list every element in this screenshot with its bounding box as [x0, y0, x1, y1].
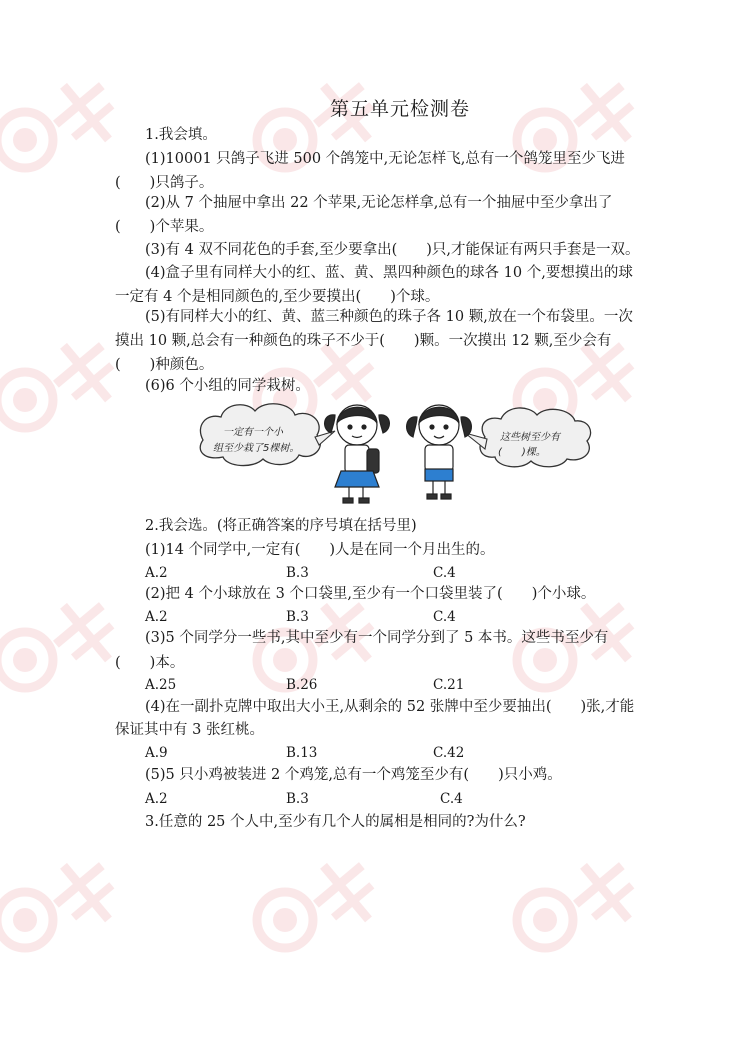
q1-4-line2: 一定有 4 个是相同颜色的,至少要摸出( )个球。 — [115, 289, 440, 305]
q2-5: (5)5 只小鸡被装进 2 个鸡笼,总有一个鸡笼至少有( )只小鸡。 — [145, 767, 562, 783]
q2-4-option-b: B.13 — [286, 745, 318, 761]
q1-5-line2: 摸出 10 颗,总会有一种颜色的珠子不少于( )颗。一次摸出 12 颗,至少会有 — [115, 333, 612, 349]
q1-1-line1: (1)10001 只鸽子飞进 500 个鸽笼中,无论怎样飞,总有一个鸽笼里至少飞进 — [145, 151, 625, 167]
q2-3-line1: (3)5 个同学分一些书,其中至少有一个同学分到了 5 本书。这些书至少有 — [145, 630, 609, 646]
left-bubble-line1: 一定有一个小 — [223, 427, 283, 438]
watermark-logo — [510, 60, 660, 190]
q2-3-line2: ( )本。 — [115, 655, 185, 671]
left-bubble-line2: 组至少栽了5棵树。 — [213, 443, 300, 454]
q1-5-line3: ( )种颜色。 — [115, 357, 214, 373]
q2-1-option-b: B.3 — [286, 565, 309, 581]
right-bubble-line1: 这些树至少有 — [500, 432, 560, 443]
watermark-logo — [0, 60, 140, 190]
watermark-logo — [0, 580, 140, 710]
q1-1-line2: ( )只鸽子。 — [115, 175, 214, 191]
q2-5-option-b: B.3 — [286, 791, 309, 807]
q2-4-line1: (4)在一副扑克牌中取出大小王,从剩余的 52 张牌中至少要抽出( )张,才能 — [145, 699, 635, 715]
section2-heading: 2.我会选。(将正确答案的序号填在括号里) — [145, 518, 417, 534]
section1-heading: 1.我会填。 — [145, 127, 217, 143]
watermark-logo — [250, 840, 400, 970]
watermark-logo — [0, 840, 140, 970]
section3-heading: 3.任意的 25 个人中,至少有几个人的属相是相同的?为什么? — [145, 814, 526, 830]
q2-1: (1)14 个同学中,一定有( )人是在同一个月出生的。 — [145, 542, 495, 558]
watermark-logo — [510, 840, 660, 970]
q2-4-line2: 保证其中有 3 张红桃。 — [115, 722, 264, 738]
right-bubble-line2: ( )棵。 — [498, 447, 546, 458]
q2-1-option-a: A.2 — [145, 565, 168, 581]
q1-4-line1: (4)盒子里有同样大小的红、蓝、黄、黑四种颜色的球各 10 个,要想摸出的球 — [145, 265, 633, 281]
page-title: 第五单元检测卷 — [329, 98, 470, 120]
q2-2-option-c: C.4 — [433, 609, 456, 625]
tree-planting-illustration — [195, 395, 595, 507]
q2-4-option-a: A.9 — [145, 745, 168, 761]
watermark-logo — [250, 60, 400, 190]
q2-2: (2)把 4 个小球放在 3 个口袋里,至少有一个口袋里装了( )个小球。 — [145, 586, 596, 602]
q1-6-line1: (6)6 个小组的同学栽树。 — [145, 378, 310, 394]
q1-5-line1: (5)有同样大小的红、黄、蓝三种颜色的珠子各 10 颗,放在一个布袋里。一次 — [145, 309, 633, 325]
q1-2-line2: ( )个苹果。 — [115, 219, 214, 235]
q2-5-option-a: A.2 — [145, 791, 168, 807]
q2-4-option-c: C.42 — [433, 745, 465, 761]
q2-1-option-c: C.4 — [433, 565, 456, 581]
q2-3-option-c: C.21 — [433, 677, 465, 693]
q1-2-line1: (2)从 7 个抽屉中拿出 22 个苹果,无论怎样拿,总有一个抽屉中至少拿出了 — [145, 195, 613, 211]
q2-2-option-b: B.3 — [286, 609, 309, 625]
q2-3-option-a: A.25 — [145, 677, 177, 693]
q2-2-option-a: A.2 — [145, 609, 168, 625]
q1-3-line1: (3)有 4 双不同花色的手套,至少要拿出( )只,才能保证有两只手套是一双。 — [145, 242, 640, 258]
q2-5-option-c: C.4 — [440, 791, 463, 807]
q2-3-option-b: B.26 — [286, 677, 318, 693]
